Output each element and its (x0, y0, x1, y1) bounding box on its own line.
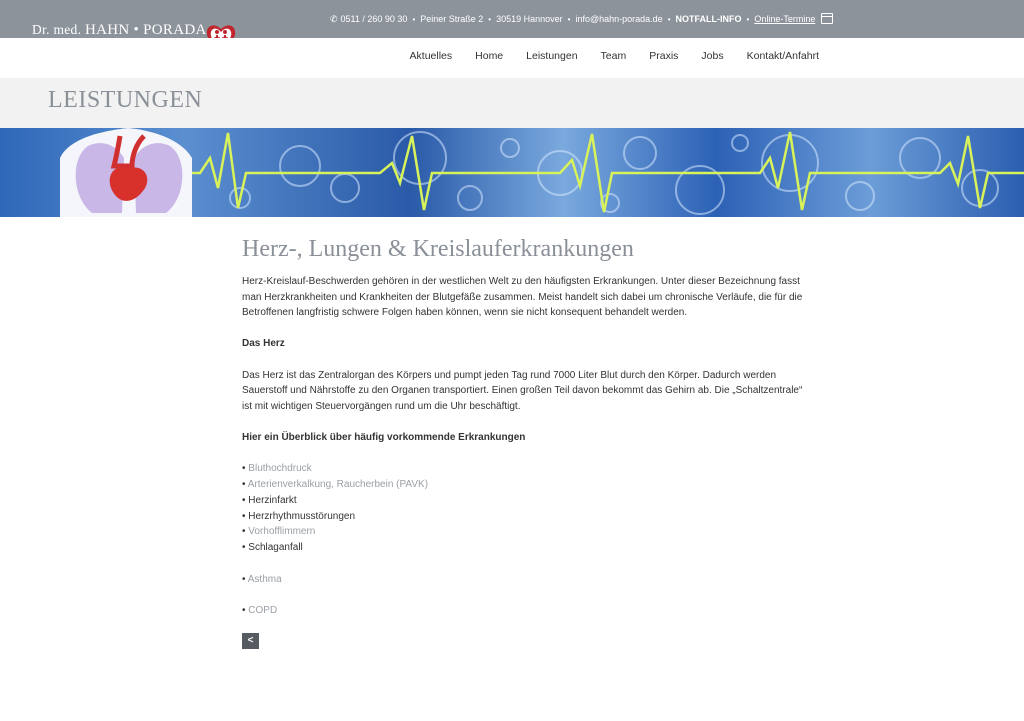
nav-item-team[interactable]: Team (600, 50, 627, 62)
bullet: • (242, 478, 246, 490)
nav-item-kontakt[interactable]: Kontakt/Anfahrt (746, 50, 819, 62)
heart-heading: Das Herz (242, 338, 285, 350)
list-item-label: Herzinfarkt (248, 494, 297, 506)
nav-item-jobs[interactable]: Jobs (701, 50, 724, 62)
nav-item-aktuelles[interactable]: Aktuelles (409, 50, 453, 62)
hero-banner (0, 128, 1024, 217)
nav-item-home[interactable]: Home (475, 50, 504, 62)
logo-name-prefix: Dr. med. (32, 22, 82, 37)
list-item-herzrhythmusstoerungen (242, 509, 812, 525)
main-nav (0, 38, 1024, 78)
contact-city: 30519 Hannover (496, 14, 563, 24)
banner-illustration (0, 128, 1024, 217)
list-item-asthma[interactable] (242, 572, 812, 588)
list-item-label: Herzrhythmusstörungen (248, 510, 356, 522)
list-item-label: Asthma (247, 573, 282, 585)
list-item-vorhofflimmern[interactable] (242, 524, 812, 540)
page-title: LEISTUNGEN (48, 87, 203, 113)
separator: • (567, 14, 571, 24)
back-button[interactable]: < (242, 633, 259, 649)
bullet: • (242, 604, 246, 616)
list-item-label: COPD (248, 604, 278, 616)
list-item-label: Arterienverkalkung, Raucherbein (PAVK) (247, 478, 429, 490)
list-item-label: Bluthochdruck (248, 463, 312, 475)
emergency-info-link[interactable]: NOTFALL-INFO (675, 14, 742, 24)
calendar-icon[interactable] (821, 13, 833, 24)
list-item-schlaganfall (242, 540, 812, 556)
list-item-herzinfarkt (242, 493, 812, 509)
logo-name (32, 22, 207, 39)
bullet: • (242, 510, 246, 522)
separator: • (412, 14, 416, 24)
bullet: • (242, 542, 246, 554)
nav-item-leistungen[interactable]: Leistungen (526, 50, 578, 62)
article-intro: Herz-Kreislauf-Beschwerden gehören in der westlichen Welt zu den häufigsten Erkrankungen. Unter dieser Bezeichnung fasst man Herzkrankheiten und Krankheiten der Blutgefäße zusammen. Meist handelt sich dabei um chronische Verläufe, die für die Betroffenen langfristig schwere Folgen haben können, wenn sie nicht konsequent behandelt werden. (242, 276, 803, 319)
online-appointments-link[interactable]: Online-Termine (754, 14, 816, 24)
bullet: • (242, 463, 246, 475)
article (242, 236, 812, 649)
heart-text: Das Herz ist das Zentralorgan des Körpers und pumpt jeden Tag rund 7000 Liter Blut durch den Körper. Dadurch werden Sauerstoff und Nährstoffe zu den Organen transportiert. Einen großen Teil davon bekommt das Gehirn ab. Die „Schaltzentrale“ ist mit wichtigen Steuervorgängen rund um die Uhr beschäftigt. (242, 369, 803, 412)
bullet: • (242, 573, 246, 585)
separator: • (746, 14, 750, 24)
list-item-label: Vorhofflimmern (248, 526, 316, 538)
phone-icon: ✆ (330, 13, 338, 24)
separator: • (488, 14, 492, 24)
contact-street: Peiner Straße 2 (420, 14, 484, 24)
list-item-bluthochdruck[interactable] (242, 461, 812, 477)
contact-bar (330, 0, 833, 38)
list-item-arterienverkalkung[interactable] (242, 477, 812, 493)
list-item-label: Schlaganfall (248, 542, 303, 554)
overview-heading: Hier ein Überblick über häufig vorkommende Erkrankungen (242, 431, 526, 443)
bullet: • (242, 526, 246, 538)
article-title: Herz-, Lungen & Kreislauferkrankungen (242, 236, 634, 262)
contact-phone[interactable]: 0511 / 260 90 30 (340, 14, 408, 24)
separator: • (667, 14, 671, 24)
logo-name-main: HAHN • PORADA (84, 22, 207, 38)
contact-email[interactable]: info@hahn-porada.de (575, 14, 663, 24)
page-title-bar (0, 78, 1024, 128)
nav-item-praxis[interactable]: Praxis (649, 50, 679, 62)
list-item-copd[interactable] (242, 603, 812, 619)
bullet: • (242, 494, 246, 506)
